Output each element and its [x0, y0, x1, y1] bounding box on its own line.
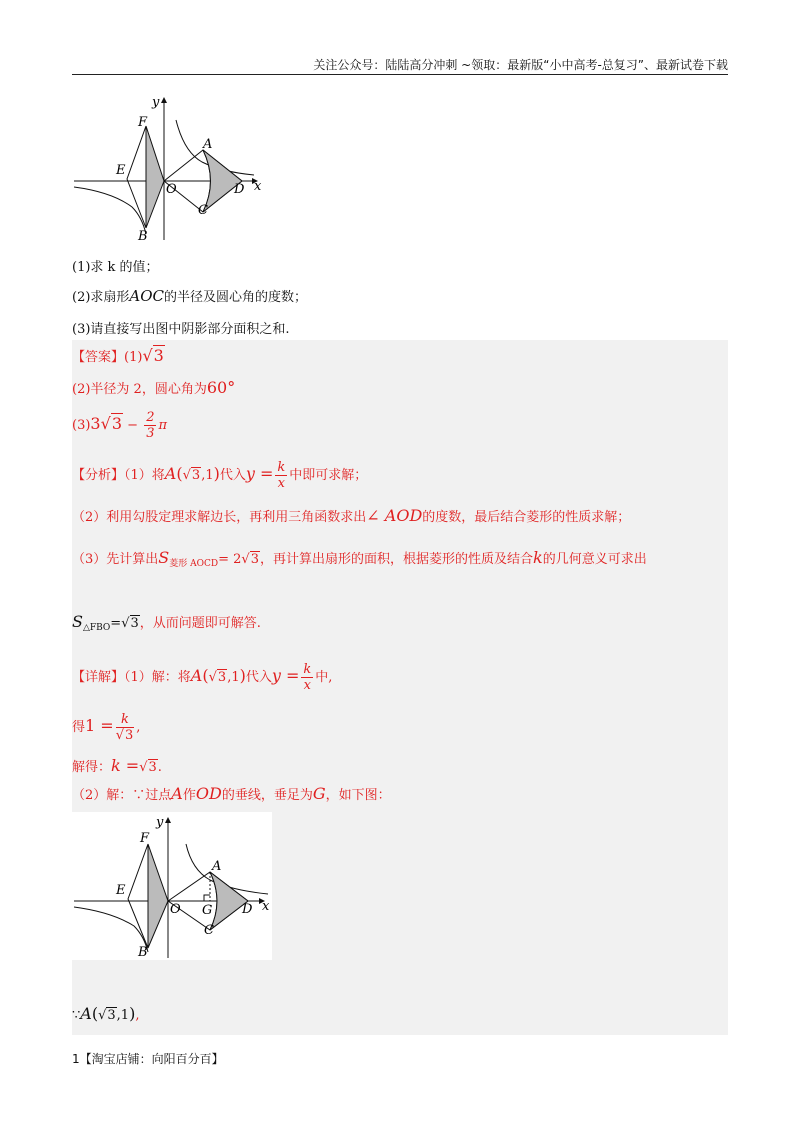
- a3-rad: 3: [111, 414, 122, 433]
- detail-label: 【详解】: [72, 670, 125, 685]
- l3-sub: 菱形 AOCD: [169, 559, 219, 569]
- d3-rad: 3: [148, 760, 157, 775]
- l4-sub: △FBO: [82, 623, 111, 633]
- d5-rest: ,1: [116, 1008, 130, 1023]
- label-y: y: [152, 95, 160, 110]
- d2c: ,: [136, 720, 141, 735]
- a1-sqrt: √3: [142, 346, 164, 365]
- l1-num: k: [277, 460, 286, 475]
- label-x-2: x: [262, 899, 270, 914]
- label-F: F: [138, 115, 148, 130]
- d4a: （2）解：∵过点: [72, 788, 172, 803]
- d5-A: A: [80, 1004, 92, 1023]
- d2-one: 1 =: [85, 716, 114, 735]
- d5a: ∵: [72, 1008, 81, 1023]
- d5-sqrt: √3: [98, 1008, 116, 1023]
- label-D: D: [234, 182, 245, 197]
- d3c: .: [157, 760, 162, 775]
- d4c: 的垂线，垂足为: [221, 788, 313, 803]
- a3-sqrt: √3: [100, 414, 122, 433]
- q2-math: AOC: [129, 287, 165, 305]
- label-y-2: y: [156, 815, 164, 830]
- question-3: (3)请直接写出图中阴影部分面积之和.: [72, 322, 290, 337]
- l1a: （1）将: [124, 468, 165, 483]
- label-C-2: C: [204, 923, 214, 938]
- detail-line-3: [72, 756, 162, 775]
- a3-pi: π: [158, 418, 168, 433]
- l3a: （3）先计算出: [72, 552, 159, 567]
- l4b: ，从而问题即可解答.: [139, 616, 261, 631]
- answer-line-1: [72, 346, 165, 365]
- d4-OD: OD: [195, 784, 222, 803]
- a1-rad: 3: [153, 346, 164, 365]
- d2-sqrt: √3: [115, 728, 134, 743]
- analysis-label: 【分析】: [72, 468, 125, 483]
- d3a: 解得：: [72, 760, 112, 775]
- d4-A: A: [171, 784, 183, 803]
- label-x: x: [254, 179, 262, 194]
- label-F-2: F: [140, 831, 150, 846]
- analysis-line-1: 【分析】（1）将A(√3,1)代入y = $\frac{k}{x}$ 中即可求解；: [72, 460, 368, 491]
- d2-num: k: [116, 712, 135, 728]
- d1-rest: ,1: [227, 670, 240, 685]
- l1b: 代入: [219, 468, 246, 483]
- label-D-2: D: [242, 902, 253, 917]
- detail-line-2: [72, 712, 140, 743]
- page-header: [72, 54, 728, 75]
- d4d: ，如下图：: [325, 788, 391, 803]
- label-E: E: [116, 163, 126, 178]
- d1-A: A: [190, 666, 203, 685]
- answer-line-2: [72, 378, 235, 397]
- d1b: 代入: [245, 670, 272, 685]
- detail-line-1: 【详解】（1）解：将A(√3,1)代入y = $\frac{k}{x}$ 中,: [72, 662, 333, 693]
- l2a: （2）利用勾股定理求解边长，再利用三角函数求出: [72, 510, 367, 525]
- l2-angle: ∠ AOD: [366, 506, 423, 525]
- label-G-2: G: [202, 903, 213, 918]
- label-C: C: [198, 203, 208, 218]
- l1-rad: 3: [191, 468, 201, 483]
- a3-coef: 3: [90, 414, 101, 433]
- analysis-line-3: [72, 548, 647, 569]
- label-A-2: A: [212, 859, 222, 874]
- figure-2: [72, 812, 272, 960]
- l4-sqrt: √3: [121, 616, 139, 631]
- d2-frac: [116, 712, 135, 743]
- d5c: ,: [135, 1008, 140, 1023]
- d1c: 中,: [315, 670, 333, 685]
- analysis-line-4: [72, 612, 261, 633]
- d4b: 作: [182, 788, 196, 803]
- answer-line-3: [72, 410, 167, 441]
- d3-k: k =: [111, 756, 140, 775]
- l1-den: x: [277, 476, 285, 491]
- d1a: （1）解：将: [124, 670, 191, 685]
- label-O: O: [166, 182, 177, 197]
- answer-label: 【答案】: [72, 350, 125, 365]
- l3c: 的几何意义可求出: [542, 552, 647, 567]
- l4-S: S: [72, 612, 83, 631]
- l3b: ，再计算出扇形的面积，根据菱形的性质及结合: [259, 552, 533, 567]
- a3-den: 3: [146, 426, 155, 441]
- a2-text: (2)半径为 2，圆心角为: [72, 382, 207, 397]
- detail-line-4: [72, 784, 391, 803]
- l3-rad: 3: [250, 552, 259, 567]
- label-O-2: O: [170, 902, 181, 917]
- label-B: B: [138, 229, 148, 242]
- l3-S: S: [158, 548, 170, 567]
- q2-pre: (2)求扇形: [72, 290, 130, 305]
- l1-frac: [275, 460, 287, 491]
- l1-rest: ,1: [201, 468, 214, 483]
- label-E-2: E: [116, 883, 126, 898]
- label-A: A: [203, 137, 213, 152]
- l3-k: k: [532, 548, 543, 567]
- a3-num: 2: [146, 410, 155, 425]
- d1-frac: [301, 662, 313, 693]
- l1-A: A: [164, 464, 177, 483]
- l3-eq: = 2: [218, 552, 242, 567]
- d1-den: x: [303, 678, 311, 693]
- a3-pre: (3): [72, 418, 91, 433]
- figure-1: [72, 92, 272, 242]
- a1-num: (1): [124, 350, 143, 365]
- question-2: [72, 286, 307, 305]
- l2b: 的度数，最后结合菱形的性质求解；: [422, 510, 631, 525]
- d1-y: y =: [271, 666, 300, 685]
- header-text: 关注公众号：陆陆高分冲刺 ~领取：最新版“小中高考-总复习”、最新试卷下载: [313, 58, 728, 72]
- a2-val: 60°: [206, 378, 236, 397]
- analysis-line-2: [72, 506, 630, 525]
- d1-sqrt: √3: [208, 670, 227, 685]
- d5-rad: 3: [107, 1008, 116, 1023]
- detail-line-5: ∵A(√3,1),: [72, 1004, 140, 1023]
- a3-frac: [144, 410, 156, 441]
- a3-minus: −: [127, 418, 139, 433]
- question-1: (1)求 k 的值；: [72, 260, 159, 275]
- l3-sqrt: √3: [241, 552, 259, 567]
- l1-y: y =: [245, 464, 274, 483]
- label-B-2: B: [138, 945, 148, 960]
- page-footer: 1【淘宝店铺：向阳百分百】: [72, 1052, 224, 1066]
- l4-rad: 3: [130, 616, 139, 631]
- l1-sqrt: √3: [182, 468, 201, 483]
- d2-rad: 3: [124, 728, 134, 743]
- d4-G: G: [312, 784, 326, 803]
- d3-sqrt: √3: [139, 760, 157, 775]
- d1-num: k: [303, 662, 312, 677]
- d1-rad: 3: [217, 670, 227, 685]
- l4-eq: =: [110, 616, 122, 631]
- d2a: 得: [72, 720, 86, 735]
- l1c: 中即可求解；: [289, 468, 368, 483]
- q2-post: 的半径及圆心角的度数；: [164, 290, 308, 305]
